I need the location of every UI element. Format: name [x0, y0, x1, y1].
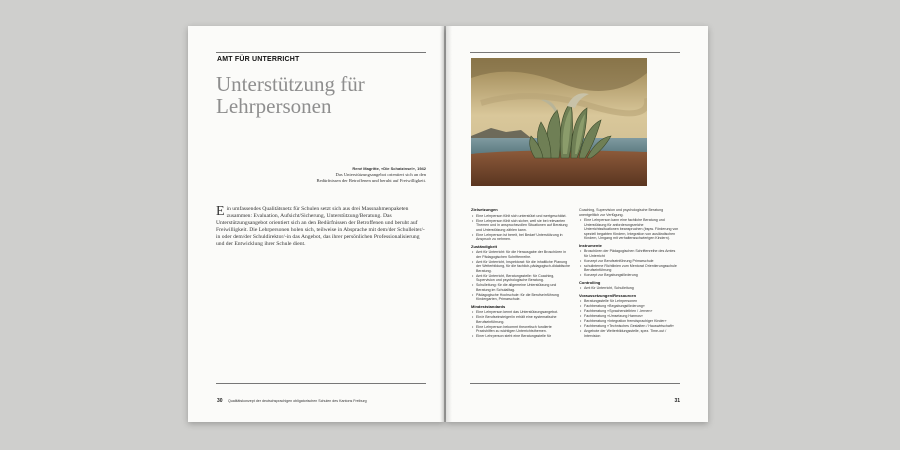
list-item: • schulinterne Richtlinien zum Mentorat Orientierungsschule Berufseinführung: [584, 264, 679, 273]
list-zielsetzungen: [471, 214, 571, 242]
list-item: • Amt für Unterricht, Beratungsstelle: für Coaching, Supervision und psychologische Beratung.: [476, 274, 571, 283]
painting-illustration: [471, 58, 647, 186]
intro-text: in umfassendes Qualitätsnetz für Schulen setzt sich aus drei Massnahmenpaketen zusammen: Evaluation, Aufsicht/Sicherung, Unterstützung/Beratung. Das Unterstützungsangebot orientiert sich an den Bedürfnissen der Betroffenen und beruht auf Freiwilligkeit. Die Lehrpersonen holen sich, teilweise in Absprache mit dem/der Schulleiter/-in oder dem/der Schuldirektor/-in das Angebot, das ihrer persönlichen Professionalisierung und der Entwicklung ihrer Schule dient.: [216, 206, 425, 247]
intro-paragraph: [216, 206, 426, 248]
column-left: [471, 208, 571, 339]
caption-title: René Magritte, «Die Schatzinsel», 1942: [352, 166, 426, 171]
list-instrumente: [579, 249, 679, 278]
list-item: • Eine Lehrperson kennt das Unterstützungsangebot.: [476, 310, 571, 315]
list-item: • Konzept zur Berufseinführung Primarschule: [584, 259, 679, 264]
top-rule-right: [470, 52, 680, 53]
title-line-1: Unterstützung für: [216, 72, 365, 96]
list-item: • Amt für Unterricht, Schulleitung: [584, 286, 679, 291]
list-item: • Fachberatung «Technisches Gestalten / Hauswirtschaft»: [584, 324, 679, 329]
footer-rule: [216, 383, 426, 384]
painting-image: [471, 58, 647, 186]
list-voraussetzungen: [579, 299, 679, 338]
image-caption: [316, 166, 426, 184]
list-item: • Einer Lehrperson steht eine Beratungsstelle für: [476, 334, 571, 339]
list-item: • Eine Lehrperson fühlt sich sicher, weil sie bei relevanten Themen und in anspruchsvollen Situationen auf Beratung und Unterstützung zählen kann.: [476, 219, 571, 233]
list-item: • Broschüren der Pädagogischen Schriftenreihe des Amtes für Unterricht: [584, 249, 679, 258]
list-controlling: [579, 286, 679, 291]
list-item: • Eine Lehrperson ist bereit, bei Bedarf Unterstützung in Anspruch zu nehmen.: [476, 233, 571, 242]
list-item: • Eine Lehrperson bekommt theoretisch fundierte Praxishilfen zu wichtigen Unterrichtsthemen.: [476, 325, 571, 334]
list-item: • Pädagogische Hochschule: für die Berufseinführung Kindergarten, Primarschule.: [476, 293, 571, 302]
heading-instrumente: Instrumente: [579, 242, 602, 248]
caption-text: Das Unterstützungsangebot orientiert sich an den Bedürfnissen der Betroffenen und beruht auf Freiwilligkeit.: [316, 172, 426, 183]
section-label: AMT FÜR UNTERRICHT: [217, 56, 300, 63]
list-item: • Beratungsstelle für Lehrpersonen: [584, 299, 679, 304]
heading-controlling: Controlling: [579, 279, 601, 285]
list-item: • Angebote der Weiterbildungsstelle, spez. Time-out / Intervision: [584, 329, 679, 338]
footer-text: Qualitätskonzept der deutschsprachigen obligatorischen Schulen des Kantons Freiburg: [228, 399, 367, 403]
list-continued: [579, 218, 679, 241]
list-item: • Fachberatung «Integration fremdsprachiger Kinder»: [584, 319, 679, 324]
top-rule: [216, 52, 426, 53]
footer-rule-right: [470, 383, 680, 384]
heading-zustaendigkeit: Zuständigkeit: [471, 243, 498, 249]
list-item: • Fachberatung «Begabungsförderung»: [584, 304, 679, 309]
right-page: [446, 26, 708, 422]
heading-voraussetzungen: Voraussetzungen/Ressourcen: [579, 292, 637, 298]
list-item: • Fachberatung «Sprachendelirien / -lernen»: [584, 309, 679, 314]
page-number-right: 31: [674, 398, 680, 404]
list-item: • Fachberatung «Umsetzung Harmos»: [584, 314, 679, 319]
page-number-left: 30: [217, 398, 223, 404]
list-zustaendigkeit: [471, 250, 571, 302]
left-page: [188, 26, 444, 422]
heading-mindeststandards: Mindeststandards: [471, 303, 506, 309]
title-line-2: Lehrpersonen: [216, 94, 332, 118]
list-item: • Eine Lehrperson kann eine fachliche Beratung und Unterstützung für anforderungsreiche Unterrichtssituationen beanspruchen (bspw. Förderung von speziell begabten Kindern, Integration von ausländischen Kindern, Umgang mit verhaltensschwierigen Kindern).: [584, 218, 679, 241]
list-item: • Amt für Unterricht, Inspektorat: für die inhaltliche Planung der Weiterbildung, für die fachlich-pädagogisch-didaktische Beratung.: [476, 260, 571, 274]
heading-zielsetzungen: Zielsetzungen: [471, 207, 498, 212]
list-item: • Konzept zur Begabungsförderung: [584, 273, 679, 278]
continued-text: Coaching, Supervision und psychologische Beratung unentgeltlich zur Verfügung.: [579, 208, 664, 217]
list-item: • Eine Lehrperson fühlt sich unterstützt und wertgeschätzt.: [476, 214, 571, 219]
list-mindeststandards: [471, 310, 571, 339]
list-item: • Ein/e Berufseinsteiger/in erhält eine systematische Berufseinführung.: [476, 315, 571, 324]
list-item: • Amt für Unterricht: für die Herausgabe der Broschüren in der Pädagogischen Schriftenreihe.: [476, 250, 571, 259]
page-title: [216, 73, 426, 117]
drop-cap: E: [216, 204, 225, 219]
column-right: [579, 208, 679, 339]
list-item: • Schulleitung: für die allgemeine Unterstützung und Beratung im Schulalltag.: [476, 283, 571, 292]
